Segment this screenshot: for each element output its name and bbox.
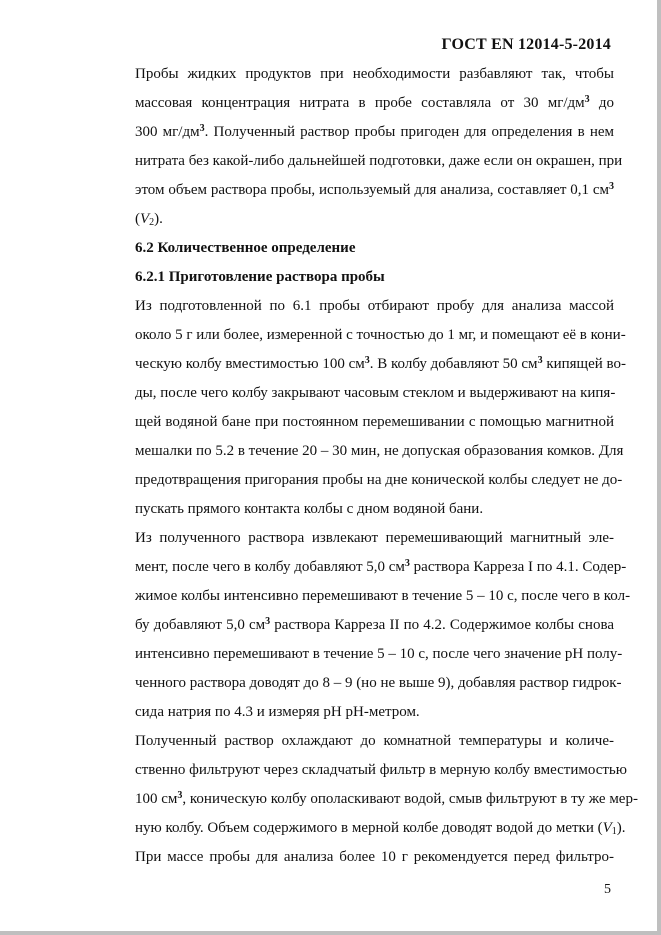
text-line: этом объем раствора пробы, используемый для анализа, составляет 0,1 $см^3$ <box>135 181 614 198</box>
text-line: $(V_2)$. <box>135 211 163 228</box>
text-line: ственно фильтруют через складчатый фильтр в мерную колбу вместимостью <box>135 762 627 778</box>
text-line: ченного раствора доводят до 8 – 9 (но не выше 9), добавляя раствор гидрок- <box>135 675 622 691</box>
text-line: Пробы жидких продуктов при необходимости разбавляют так, чтобы <box>135 66 614 82</box>
text-line: около 5 г или более, измеренной с точностью до 1 мг, и помещают её в кони- <box>135 327 626 343</box>
text-line: пускать прямого контакта колбы с дном водяной бани. <box>135 501 484 517</box>
text-line: массовая концентрация нитрата в пробе составляла от 30 $мг/дм^3$ до <box>135 94 615 111</box>
page-number: 5 <box>604 882 611 897</box>
paragraph-large-sample <box>96 843 614 872</box>
text-line: интенсивно перемешивают в течение 5 – 10 с, после чего значение pH полу- <box>135 646 623 662</box>
text-line: 100 $см^3$, коническую колбу ополаскивают водой, смыв фильтруют в ту же мер- <box>135 790 638 807</box>
paragraph-filtration <box>96 727 638 843</box>
text-line: Полученный раствор охлаждают до комнатной температуры и количе- <box>135 733 614 749</box>
section-heading-6-2: 6.2 Количественное определение <box>135 240 356 256</box>
text-line: ную колбу. Объем содержимого в мерной колбе доводят водой до метки $(V_1)$. <box>135 820 626 837</box>
text-line: ды, после чего колбу закрывают часовым стеклом и выдерживают на кипя- <box>135 385 616 401</box>
text-line: щей водяной бане при постоянном перемешивании с помощью магнитной <box>135 414 614 430</box>
text-line: бу добавляют 5,0 $см^3$ раствора Карреза II по 4.2. Содержимое колбы снова <box>135 616 614 633</box>
document-code: ГОСТ EN 12014-5-2014 <box>441 36 611 53</box>
document-body <box>96 60 638 872</box>
text-line: При массе пробы для анализа более 10 г рекомендуется перед фильтро- <box>135 849 614 865</box>
text-line: жимое колбы интенсивно перемешивают в течение 5 – 10 с, после чего в кол- <box>135 588 631 604</box>
paragraph-sample-preparation <box>96 292 627 524</box>
text-line: ческую колбу вместимостью 100 $см^3$. В колбу добавляют 50 $см^3$ кипящей во- <box>135 355 627 372</box>
section-heading-6-2-1: 6.2.1 Приготовление раствора пробы <box>135 269 385 285</box>
text-line: 300 $мг/дм^3$. Полученный раствор пробы пригоден для определения в нем <box>135 123 614 140</box>
text-line: Из полученного раствора извлекают перемешивающий магнитный эле- <box>135 530 614 546</box>
paragraph-carrez-reagents <box>96 524 631 727</box>
text-line: предотвращения пригорания пробы на дне конической колбы следует не до- <box>135 472 623 488</box>
text-line: мешалки по 5.2 в течение 20 – 30 мин, не допуская образования комков. Для <box>135 443 624 459</box>
text-line: нитрата без какой-либо дальнейшей подготовки, даже если он окрашен, при <box>135 153 623 169</box>
text-line: мент, после чего в колбу добавляют 5,0 $см^3$ раствора Карреза I по 4.1. Содер- <box>135 558 627 575</box>
paragraph-liquid-samples <box>96 60 623 234</box>
text-line: Из подготовленной по 6.1 пробы отбирают пробу для анализа массой <box>135 298 614 314</box>
text-line: сида натрия по 4.3 и измеряя pH pH-метром. <box>135 704 420 720</box>
